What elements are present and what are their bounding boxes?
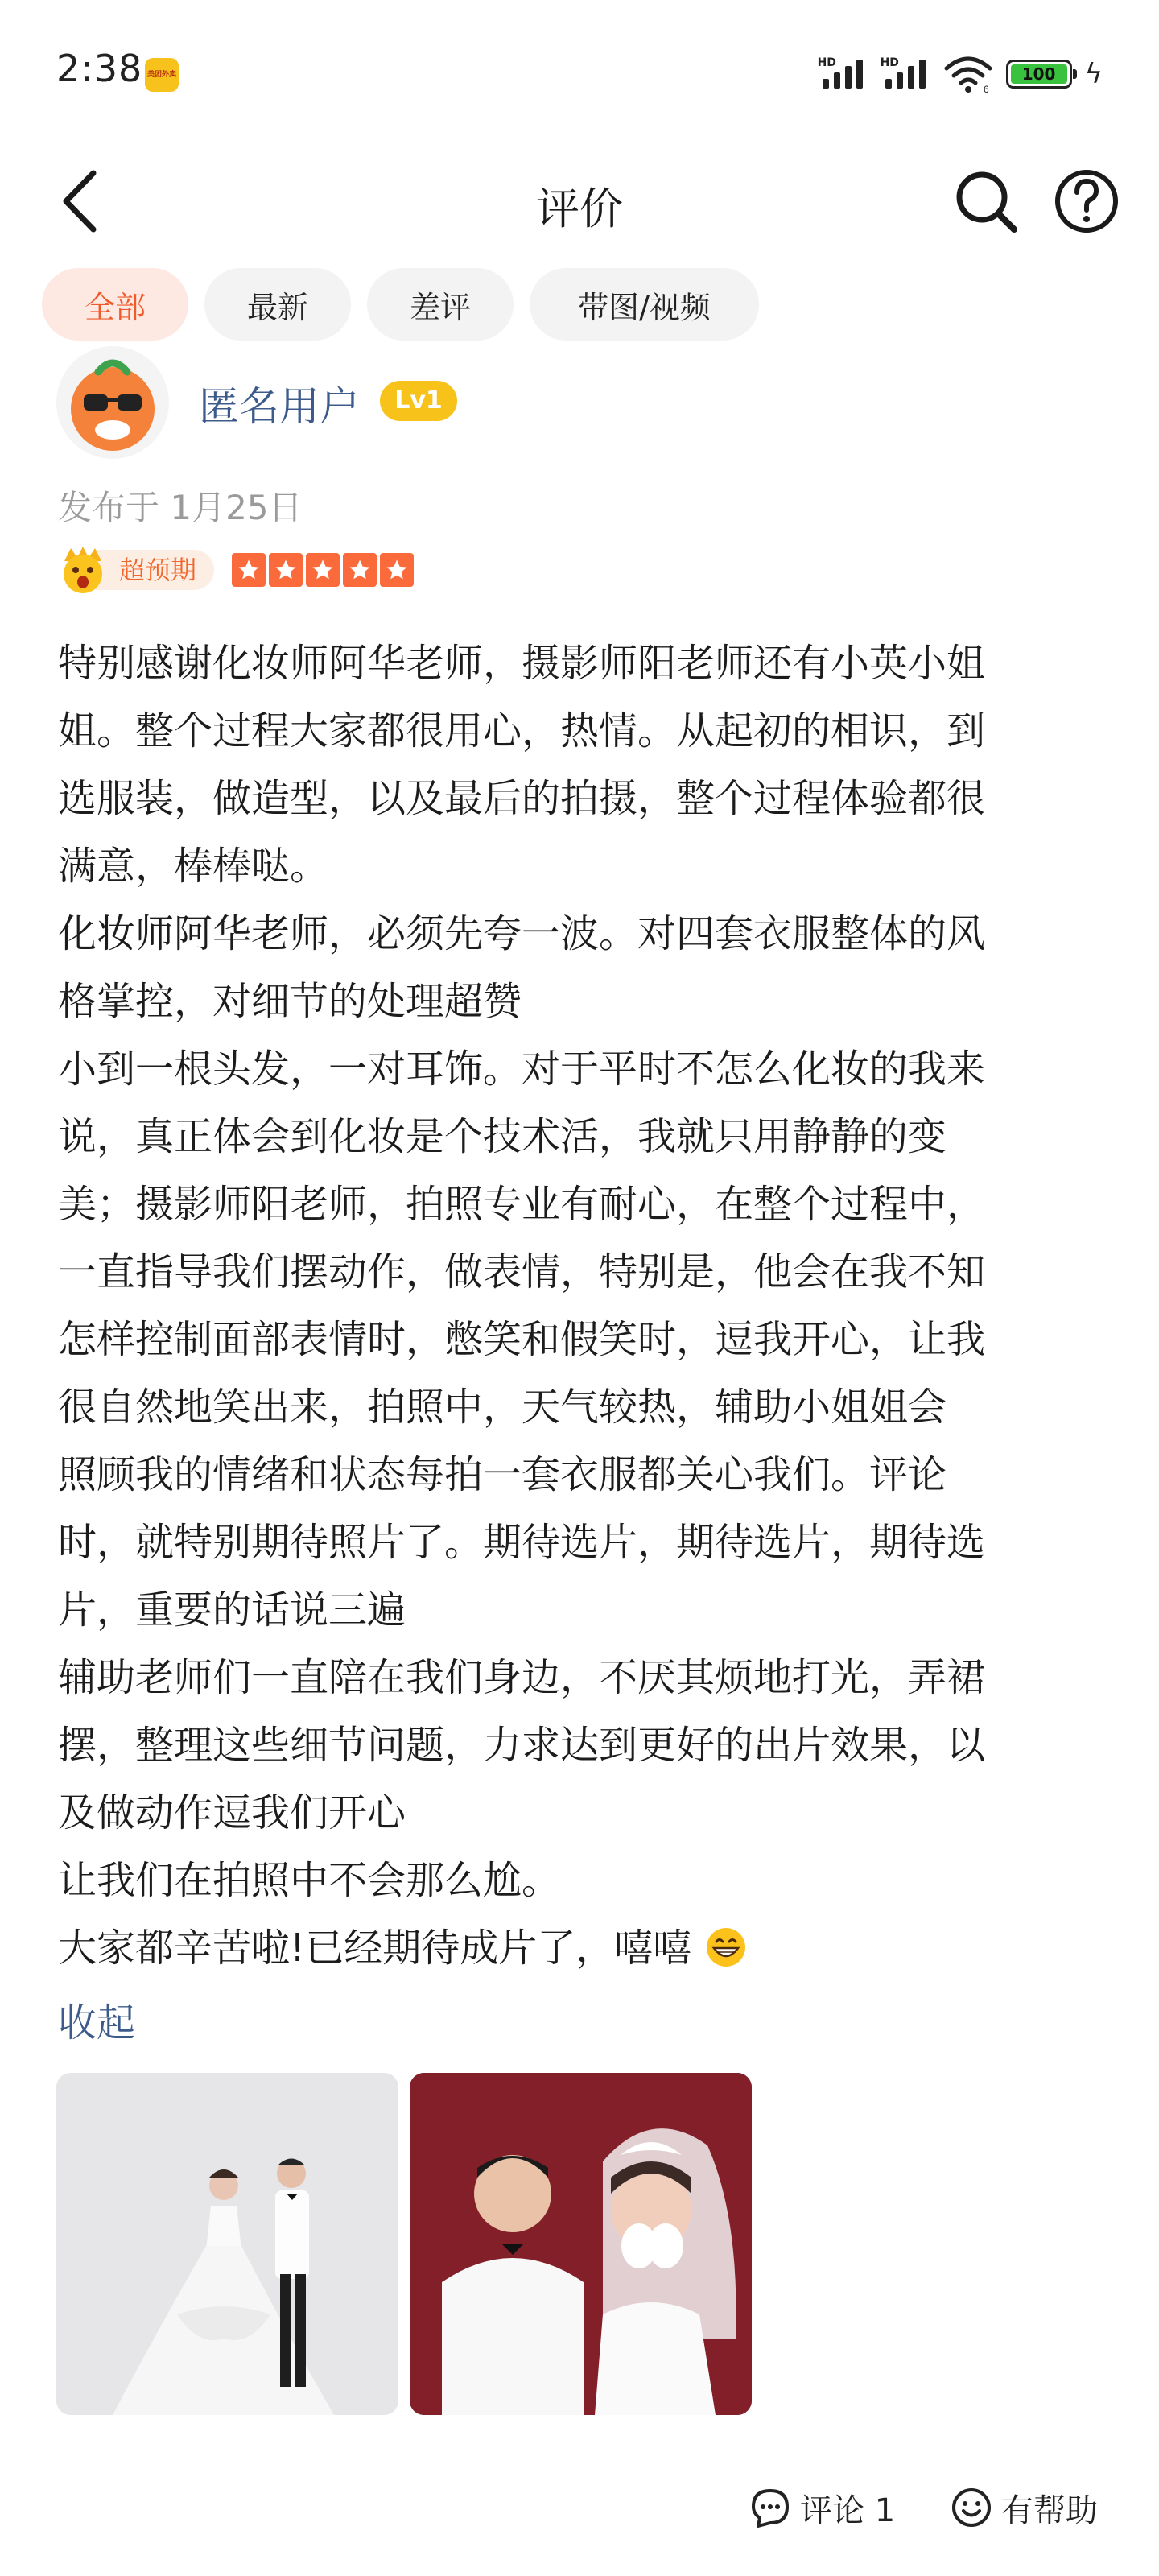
review-line: 及做动作逗我们开心 [58,1790,406,1835]
tab-latest[interactable]: 最新 [204,268,351,341]
status-bar [0,0,1159,149]
star-rating [232,553,414,587]
rating-row [56,542,414,598]
signal-icon: HD [818,56,868,92]
review-actions [0,2475,1159,2540]
status-time: 2:38 [56,47,143,90]
username[interactable]: 匿名用户 [199,383,360,430]
page-title: 评价 [536,184,623,234]
review-line: 怎样控制面部表情时，憋笑和假笑时，逗我开心，让我 [58,1317,986,1362]
review-line: 照顾我的情绪和状态每拍一套衣服都关心我们。评论 [58,1452,947,1497]
comment-count: 评论 1 [800,2491,896,2529]
app-notification-icon: 美团外卖 [145,58,179,92]
search-icon[interactable] [950,165,1022,237]
comment-button[interactable] [749,2475,895,2540]
status-indicators [818,50,1103,98]
filter-tabs [42,268,759,341]
review-line: 说，真正体会到化妆是个技术活，我就只用静静的变 [58,1114,947,1159]
review-text [58,630,1112,1982]
review-line: 特别感谢化妆师阿华老师，摄影师阳老师还有小英小姐 [58,641,986,686]
star-icon [306,553,340,587]
review-line: 一直指导我们摆动作，做表情，特别是，他会在我不知 [58,1249,986,1294]
avatar[interactable] [56,346,169,459]
collapse-link[interactable]: 收起 [58,2000,136,2046]
grinning-face-emoji-icon [704,1926,748,1969]
star-icon [343,553,377,587]
review-line: 辅助老师们一直陪在我们身边，不厌其烦地打光，弄裙 [58,1655,986,1700]
review-photo[interactable] [56,2073,398,2415]
tab-all[interactable]: 全部 [42,268,188,341]
help-icon[interactable] [1050,165,1123,237]
review-line: 姐。整个过程大家都很用心，热情。从起初的相识，到 [58,708,986,753]
review-line: 小到一根头发，一对耳饰。对于平时不怎么化妆的我来 [58,1046,986,1092]
tab-negative[interactable]: 差评 [367,268,514,341]
review-line: 大家都辛苦啦!已经期待成片了，嘻嘻 [58,1926,692,1971]
header [0,149,1159,254]
rating-tag-label: 超预期 [95,550,214,590]
signal-icon: HD [881,56,930,92]
helpful-label: 有帮助 [1001,2491,1098,2529]
star-icon [380,553,414,587]
review-line: 很自然地笑出来，拍照中，天气较热，辅助小姐姐会 [58,1385,947,1430]
level-badge: Lv1 [380,381,457,421]
review-line: 化妆师阿华老师，必须先夸一波。对四套衣服整体的风 [58,911,986,956]
tab-with-media[interactable]: 带图/视频 [530,268,759,341]
smile-icon [950,2486,993,2529]
review-line: 美；摄影师阳老师，拍照专业有耐心，在整个过程中， [58,1182,986,1227]
battery-icon [1006,60,1072,89]
review-line-last [58,1914,1112,1982]
wifi-icon [943,54,993,94]
review-line: 时，就特别期待照片了。期待选片，期待选片，期待选 [58,1520,986,1565]
review-line: 满意，棒棒哒。 [58,844,329,889]
post-date: 发布于 1月25日 [58,488,303,527]
rating-tag [56,546,214,594]
review-line: 格掌控，对细节的处理超赞 [58,979,522,1024]
helpful-button[interactable] [950,2475,1098,2540]
svg-text:6: 6 [983,84,989,94]
battery-level: 100 [1011,64,1067,84]
surprised-face-icon [56,543,109,597]
review-line: 让我们在拍照中不会那么尬。 [58,1858,561,1903]
charging-icon: ϟ [1084,58,1103,90]
review-line: 摆，整理这些细节问题，力求达到更好的出片效果，以 [58,1723,986,1768]
review-photos [56,2073,752,2415]
comment-icon [749,2486,792,2529]
review-photo[interactable] [410,2073,752,2415]
star-icon [269,553,303,587]
star-icon [232,553,266,587]
review-line: 选服装，做造型，以及最后的拍摄，整个过程体验都很 [58,776,986,821]
review-line: 片，重要的话说三遍 [58,1587,406,1633]
